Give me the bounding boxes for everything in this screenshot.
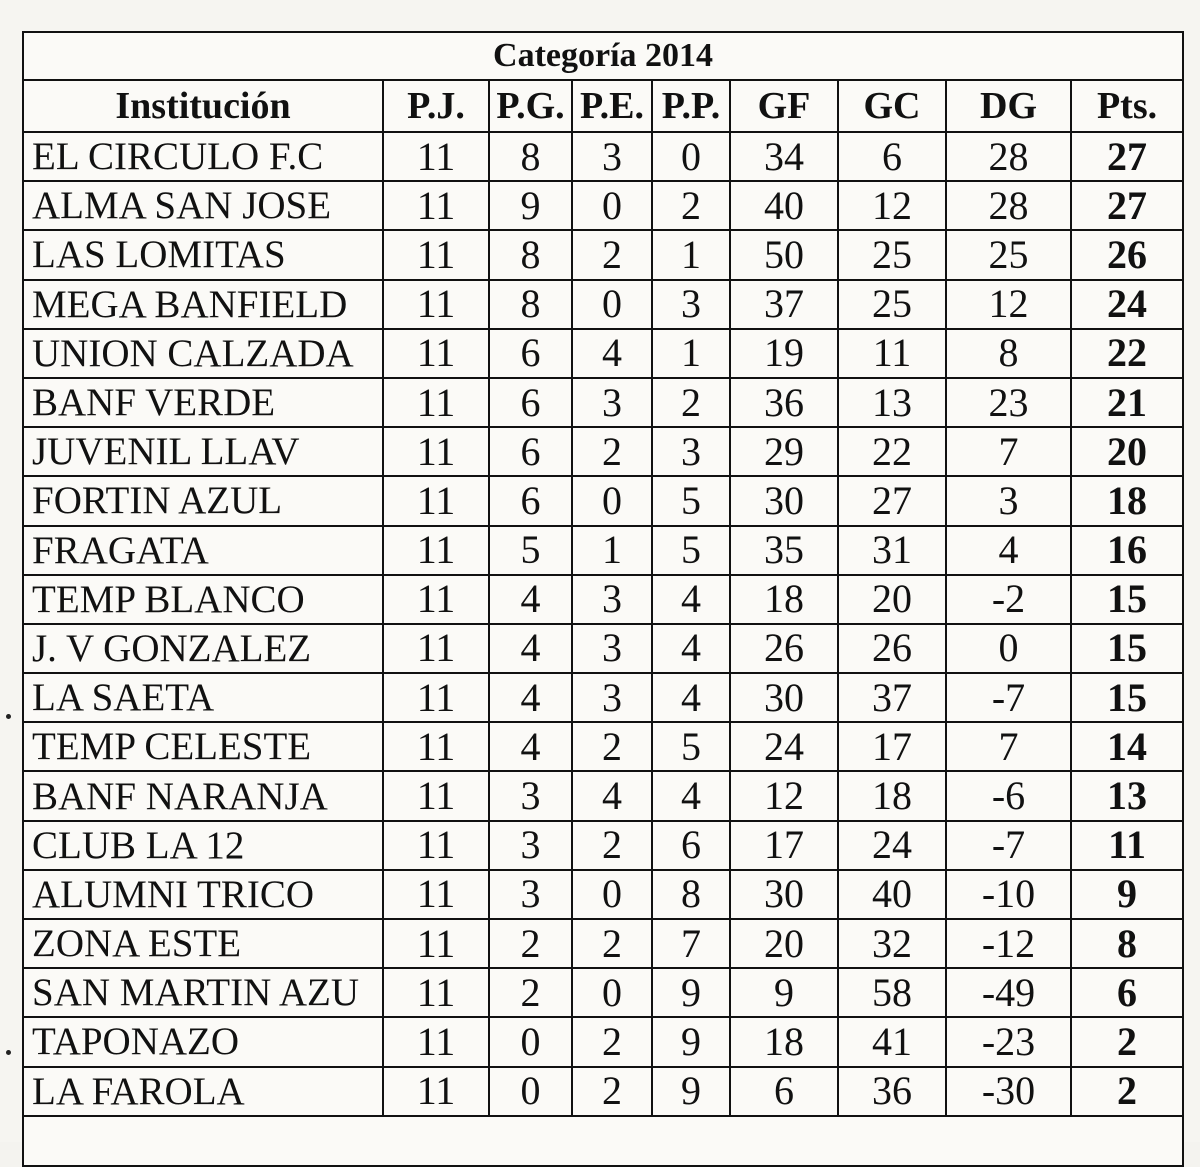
cell-gc: 41 xyxy=(838,1017,946,1066)
cell-dg: 7 xyxy=(946,722,1071,771)
table-row xyxy=(23,722,1183,771)
cell-pg: 8 xyxy=(489,280,572,329)
table-row xyxy=(23,1067,1183,1116)
cell-dg: 3 xyxy=(946,476,1071,525)
cell-pe: 0 xyxy=(572,870,652,919)
header-pj: P.J. xyxy=(383,80,489,132)
cell-gc: 27 xyxy=(838,476,946,525)
cell-pe: 0 xyxy=(572,476,652,525)
cell-pe: 2 xyxy=(572,919,652,968)
cell-gf: 34 xyxy=(730,132,838,181)
cell-pg: 8 xyxy=(489,132,572,181)
cell-pj: 11 xyxy=(383,132,489,181)
speck xyxy=(6,1050,11,1055)
cell-gf: 36 xyxy=(730,378,838,427)
header-pp: P.P. xyxy=(652,80,730,132)
cell-pp: 4 xyxy=(652,673,730,722)
cell-pp: 7 xyxy=(652,919,730,968)
team-name-cell: ZONA ESTE xyxy=(23,919,383,968)
cell-gc: 26 xyxy=(838,624,946,673)
cell-gc: 20 xyxy=(838,575,946,624)
cell-pg: 6 xyxy=(489,476,572,525)
cell-dg: -6 xyxy=(946,771,1071,820)
cell-pts: 22 xyxy=(1071,329,1183,378)
cell-pg: 5 xyxy=(489,526,572,575)
cell-gf: 50 xyxy=(730,230,838,279)
header-pg: P.G. xyxy=(489,80,572,132)
cell-pg: 2 xyxy=(489,968,572,1017)
cell-dg: 28 xyxy=(946,132,1071,181)
cell-pts: 15 xyxy=(1071,575,1183,624)
cell-pts: 26 xyxy=(1071,230,1183,279)
cell-pp: 3 xyxy=(652,427,730,476)
team-name-cell: UNION CALZADA xyxy=(23,329,383,378)
cell-pts: 2 xyxy=(1071,1067,1183,1116)
cell-dg: 4 xyxy=(946,526,1071,575)
cell-gc: 17 xyxy=(838,722,946,771)
cell-pe: 3 xyxy=(572,624,652,673)
cell-pe: 3 xyxy=(572,575,652,624)
cell-gc: 18 xyxy=(838,771,946,820)
cell-pg: 4 xyxy=(489,624,572,673)
cell-pts: 21 xyxy=(1071,378,1183,427)
cell-pts: 27 xyxy=(1071,132,1183,181)
cell-dg: -49 xyxy=(946,968,1071,1017)
cell-dg: -12 xyxy=(946,919,1071,968)
cell-gf: 18 xyxy=(730,1017,838,1066)
cell-pj: 11 xyxy=(383,870,489,919)
table-row xyxy=(23,526,1183,575)
cell-pe: 3 xyxy=(572,378,652,427)
cell-dg: 25 xyxy=(946,230,1071,279)
cell-pj: 11 xyxy=(383,526,489,575)
cell-dg: 0 xyxy=(946,624,1071,673)
cell-pp: 2 xyxy=(652,181,730,230)
cell-pj: 11 xyxy=(383,968,489,1017)
cell-gc: 25 xyxy=(838,230,946,279)
cell-pp: 9 xyxy=(652,1067,730,1116)
cell-gc: 11 xyxy=(838,329,946,378)
cell-pp: 6 xyxy=(652,821,730,870)
cell-pg: 6 xyxy=(489,427,572,476)
cell-pg: 4 xyxy=(489,722,572,771)
team-name-cell: BANF VERDE xyxy=(23,378,383,427)
cell-pj: 11 xyxy=(383,673,489,722)
cell-pp: 5 xyxy=(652,722,730,771)
cell-gf: 17 xyxy=(730,821,838,870)
cell-dg: -23 xyxy=(946,1017,1071,1066)
cell-dg: 28 xyxy=(946,181,1071,230)
cell-pe: 4 xyxy=(572,771,652,820)
cell-pg: 9 xyxy=(489,181,572,230)
cell-pp: 9 xyxy=(652,1017,730,1066)
cell-pj: 11 xyxy=(383,230,489,279)
cell-pe: 3 xyxy=(572,673,652,722)
cell-dg: -10 xyxy=(946,870,1071,919)
cell-pg: 4 xyxy=(489,673,572,722)
cell-gf: 12 xyxy=(730,771,838,820)
cell-gf: 18 xyxy=(730,575,838,624)
cell-pj: 11 xyxy=(383,771,489,820)
cell-pts: 11 xyxy=(1071,821,1183,870)
cell-pe: 4 xyxy=(572,329,652,378)
cell-pts: 15 xyxy=(1071,673,1183,722)
cell-pj: 11 xyxy=(383,624,489,673)
cell-pp: 0 xyxy=(652,132,730,181)
cell-pp: 2 xyxy=(652,378,730,427)
cell-gf: 30 xyxy=(730,476,838,525)
table-row xyxy=(23,1017,1183,1066)
cell-pp: 4 xyxy=(652,624,730,673)
cell-pp: 4 xyxy=(652,771,730,820)
cell-dg: 7 xyxy=(946,427,1071,476)
table-row xyxy=(23,968,1183,1017)
cell-pj: 11 xyxy=(383,575,489,624)
team-name-cell: BANF NARANJA xyxy=(23,771,383,820)
table-row xyxy=(23,821,1183,870)
cell-pg: 6 xyxy=(489,378,572,427)
cell-pj: 11 xyxy=(383,476,489,525)
table-row xyxy=(23,329,1183,378)
table-row xyxy=(23,673,1183,722)
table-row xyxy=(23,378,1183,427)
table-row xyxy=(23,230,1183,279)
cell-pe: 2 xyxy=(572,230,652,279)
cell-pp: 9 xyxy=(652,968,730,1017)
cell-pj: 11 xyxy=(383,1067,489,1116)
cell-pe: 2 xyxy=(572,1067,652,1116)
team-name-cell: TEMP CELESTE xyxy=(23,722,383,771)
team-name-cell: ALMA SAN JOSE xyxy=(23,181,383,230)
header-gf: GF xyxy=(730,80,838,132)
table-row xyxy=(23,575,1183,624)
table-row xyxy=(23,132,1183,181)
cell-pe: 1 xyxy=(572,526,652,575)
cell-gc: 32 xyxy=(838,919,946,968)
cell-dg: 8 xyxy=(946,329,1071,378)
team-name-cell: JUVENIL LLAV xyxy=(23,427,383,476)
cell-dg: 23 xyxy=(946,378,1071,427)
cell-pj: 11 xyxy=(383,1017,489,1066)
title-row xyxy=(23,32,1183,80)
table-row xyxy=(23,181,1183,230)
cell-dg: -2 xyxy=(946,575,1071,624)
cell-pe: 3 xyxy=(572,132,652,181)
cell-pg: 3 xyxy=(489,870,572,919)
cell-pe: 0 xyxy=(572,181,652,230)
empty-cell xyxy=(23,1116,1183,1166)
team-name-cell: TEMP BLANCO xyxy=(23,575,383,624)
cell-gf: 19 xyxy=(730,329,838,378)
cell-pj: 11 xyxy=(383,427,489,476)
cell-dg: 12 xyxy=(946,280,1071,329)
cell-pp: 1 xyxy=(652,329,730,378)
cell-pts: 20 xyxy=(1071,427,1183,476)
cell-dg: -7 xyxy=(946,821,1071,870)
table-row xyxy=(23,624,1183,673)
team-name-cell: CLUB LA 12 xyxy=(23,821,383,870)
cell-dg: -30 xyxy=(946,1067,1071,1116)
cell-pe: 0 xyxy=(572,280,652,329)
cell-gc: 25 xyxy=(838,280,946,329)
team-name-cell: EL CIRCULO F.C xyxy=(23,132,383,181)
cell-pp: 5 xyxy=(652,526,730,575)
cell-pts: 24 xyxy=(1071,280,1183,329)
cell-gc: 37 xyxy=(838,673,946,722)
table-row xyxy=(23,870,1183,919)
cell-gc: 58 xyxy=(838,968,946,1017)
cell-gf: 9 xyxy=(730,968,838,1017)
team-name-cell: J. V GONZALEZ xyxy=(23,624,383,673)
cell-pts: 15 xyxy=(1071,624,1183,673)
cell-dg: -7 xyxy=(946,673,1071,722)
cell-pj: 11 xyxy=(383,821,489,870)
team-name-cell: FRAGATA xyxy=(23,526,383,575)
cell-pe: 2 xyxy=(572,722,652,771)
cell-pts: 13 xyxy=(1071,771,1183,820)
cell-pg: 6 xyxy=(489,329,572,378)
cell-pg: 0 xyxy=(489,1017,572,1066)
cell-pj: 11 xyxy=(383,329,489,378)
table-row xyxy=(23,427,1183,476)
team-name-cell: FORTIN AZUL xyxy=(23,476,383,525)
team-name-cell: LAS LOMITAS xyxy=(23,230,383,279)
cell-gf: 30 xyxy=(730,870,838,919)
cell-pg: 3 xyxy=(489,821,572,870)
cell-pts: 18 xyxy=(1071,476,1183,525)
cell-pe: 2 xyxy=(572,427,652,476)
cell-pp: 1 xyxy=(652,230,730,279)
header-gc: GC xyxy=(838,80,946,132)
cell-pts: 8 xyxy=(1071,919,1183,968)
header-pts: Pts. xyxy=(1071,80,1183,132)
cell-pts: 14 xyxy=(1071,722,1183,771)
cell-gf: 29 xyxy=(730,427,838,476)
cell-gf: 35 xyxy=(730,526,838,575)
cell-pj: 11 xyxy=(383,722,489,771)
table-row xyxy=(23,919,1183,968)
cell-pj: 11 xyxy=(383,181,489,230)
team-name-cell: SAN MARTIN AZU xyxy=(23,968,383,1017)
cell-pg: 3 xyxy=(489,771,572,820)
cell-pts: 16 xyxy=(1071,526,1183,575)
cell-pj: 11 xyxy=(383,378,489,427)
cell-gc: 24 xyxy=(838,821,946,870)
cell-pj: 11 xyxy=(383,919,489,968)
team-name-cell: MEGA BANFIELD xyxy=(23,280,383,329)
cell-pts: 9 xyxy=(1071,870,1183,919)
header-dg: DG xyxy=(946,80,1071,132)
cell-gc: 13 xyxy=(838,378,946,427)
cell-gc: 40 xyxy=(838,870,946,919)
table-row xyxy=(23,280,1183,329)
cell-pe: 2 xyxy=(572,1017,652,1066)
cell-pp: 4 xyxy=(652,575,730,624)
empty-footer-row xyxy=(23,1116,1183,1166)
cell-gf: 20 xyxy=(730,919,838,968)
cell-pj: 11 xyxy=(383,280,489,329)
cell-pp: 3 xyxy=(652,280,730,329)
cell-pts: 6 xyxy=(1071,968,1183,1017)
cell-pg: 4 xyxy=(489,575,572,624)
cell-pp: 8 xyxy=(652,870,730,919)
cell-pg: 2 xyxy=(489,919,572,968)
cell-gf: 37 xyxy=(730,280,838,329)
table-title: Categoría 2014 xyxy=(23,32,1183,80)
header-row xyxy=(23,80,1183,132)
cell-gc: 22 xyxy=(838,427,946,476)
cell-pts: 2 xyxy=(1071,1017,1183,1066)
team-name-cell: LA FAROLA xyxy=(23,1067,383,1116)
team-name-cell: TAPONAZO xyxy=(23,1017,383,1066)
standings-body xyxy=(23,132,1183,1116)
cell-gf: 30 xyxy=(730,673,838,722)
table-row xyxy=(23,771,1183,820)
header-pe: P.E. xyxy=(572,80,652,132)
table-row xyxy=(23,476,1183,525)
cell-gf: 40 xyxy=(730,181,838,230)
cell-pp: 5 xyxy=(652,476,730,525)
cell-gf: 6 xyxy=(730,1067,838,1116)
standings-table xyxy=(22,31,1184,1167)
cell-pe: 0 xyxy=(572,968,652,1017)
cell-pg: 8 xyxy=(489,230,572,279)
cell-pg: 0 xyxy=(489,1067,572,1116)
cell-gc: 6 xyxy=(838,132,946,181)
cell-gf: 24 xyxy=(730,722,838,771)
cell-gc: 36 xyxy=(838,1067,946,1116)
header-institution: Institución xyxy=(23,80,383,132)
team-name-cell: LA SAETA xyxy=(23,673,383,722)
cell-gf: 26 xyxy=(730,624,838,673)
speck xyxy=(6,714,11,719)
team-name-cell: ALUMNI TRICO xyxy=(23,870,383,919)
cell-pts: 27 xyxy=(1071,181,1183,230)
cell-gc: 12 xyxy=(838,181,946,230)
cell-gc: 31 xyxy=(838,526,946,575)
cell-pe: 2 xyxy=(572,821,652,870)
